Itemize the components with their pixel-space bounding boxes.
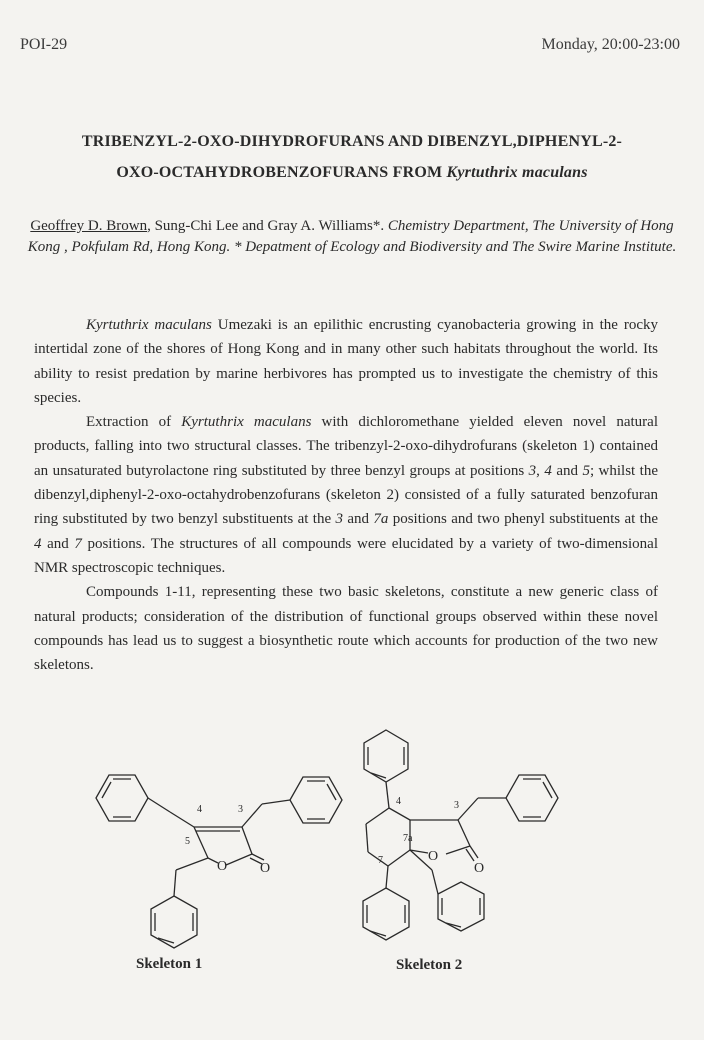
position-7a: 7a bbox=[373, 511, 389, 528]
p2-text-f: and bbox=[342, 511, 374, 528]
lead-author: Geoffrey D. Brown bbox=[30, 218, 148, 234]
skeleton-2-structure bbox=[363, 730, 558, 940]
s1-label-4: 4 bbox=[197, 804, 202, 815]
abstract-body bbox=[34, 313, 658, 677]
affiliation-chemistry: Chemistry Department, The University of Hong Kong , Pokfulam Rd, Hong Kong. bbox=[27, 218, 674, 255]
affiliation-ecology: * Depatment of Ecology and Biodiversity and The Swire Marine Institute. bbox=[230, 239, 677, 255]
s2-label-7: 7 bbox=[378, 855, 383, 866]
structure-drawings bbox=[0, 720, 704, 1020]
benzene-ring bbox=[506, 775, 558, 821]
s1-label-5: 5 bbox=[185, 836, 190, 847]
skeleton-2-caption: Skeleton 2 bbox=[396, 957, 463, 973]
benzene-ring bbox=[363, 888, 409, 940]
title-line-1: TRIBENZYL-2-OXO-DIHYDROFURANS AND DIBENZYL,DIPHENYL-2- bbox=[81, 133, 623, 150]
species-name: Kyrtuthrix maculans bbox=[181, 414, 312, 431]
s2-label-3: 3 bbox=[454, 800, 459, 811]
position-3b: 3 bbox=[335, 511, 343, 528]
benzene-ring bbox=[290, 777, 342, 823]
benzene-ring bbox=[438, 882, 484, 931]
benzene-ring bbox=[96, 775, 148, 821]
co-authors: , Sung-Chi Lee and Gray A. Williams*. bbox=[147, 218, 388, 234]
title-line-2-text: OXO-OCTAHYDROBENZOFURANS FROM bbox=[116, 164, 447, 181]
s1-label-3: 3 bbox=[238, 804, 243, 815]
s2-label-7a: 7a bbox=[403, 833, 413, 844]
s2-label-4: 4 bbox=[396, 796, 401, 807]
paragraph-3: Compounds 1-11, representing these two basic skeletons, constitute a new generic class of natural products; consideration of the distribution of functional groups observed within these novel compounds has lead us to suggest a biosynthetic route which accounts for production of the two new skeletons. bbox=[34, 584, 658, 674]
p2-text-a: Extraction of bbox=[86, 414, 182, 431]
position-4b: 4 bbox=[34, 535, 42, 552]
p2-text-d: and bbox=[551, 462, 583, 479]
paragraph-2 bbox=[34, 410, 658, 580]
benzene-ring bbox=[364, 730, 408, 782]
session-time: Monday, 20:00-23:00 bbox=[541, 36, 680, 53]
s1-ring-oxygen: O bbox=[217, 859, 228, 874]
position-4: 4 bbox=[544, 462, 552, 479]
title-line-2 bbox=[20, 157, 684, 188]
paragraph-1-text: Umezaki is an epilithic encrusting cyanobacteria growing in the rocky intertidal zone of the shores of Hong Kong and in many other such habitats throughout the world. Its ability to resist predation by marine herbivores has prompted us to investigate the chemistry of this species. bbox=[34, 317, 658, 406]
title-species: Kyrtuthrix maculans bbox=[446, 164, 588, 181]
author-block bbox=[20, 216, 684, 258]
position-7: 7 bbox=[74, 535, 82, 552]
poster-code: POI-29 bbox=[20, 36, 68, 53]
benzene-ring bbox=[151, 896, 197, 948]
position-5: 5 bbox=[582, 462, 590, 479]
skeleton-1-caption: Skeleton 1 bbox=[136, 956, 203, 972]
p2-text-e: ; whilst the dibenzyl,diphenyl-2-oxo-octahydrobenzofurans (skeleton 2) consisted of a fully saturated benzofuran ring substituted by two benzyl substituents at the bbox=[34, 462, 658, 528]
paragraph-1 bbox=[34, 313, 658, 410]
p2-text-h: and bbox=[41, 535, 75, 552]
p2-text-g: positions and two phenyl substituents at the bbox=[388, 511, 658, 528]
species-name: Kyrtuthrix maculans bbox=[86, 317, 212, 333]
s2-ring-oxygen: O bbox=[428, 849, 439, 864]
p2-text-c: , bbox=[536, 462, 545, 479]
s1-carbonyl-oxygen: O bbox=[260, 861, 271, 876]
p2-text-i: positions. The structures of all compounds were elucidated by a variety of two-dimensional NMR spectroscopic techniques. bbox=[34, 535, 658, 576]
paper-title bbox=[20, 126, 684, 188]
p2-text-b: with dichloromethane yielded eleven novel natural products, falling into two structural classes. The tribenzyl-2-oxo-dihydrofurans (skeleton 1) contained an unsaturated butyrolactone ring substituted by three benzyl groups at positions bbox=[34, 414, 658, 479]
position-3: 3 bbox=[528, 462, 537, 479]
s2-carbonyl-oxygen: O bbox=[474, 861, 485, 876]
skeleton-figure bbox=[0, 720, 704, 1020]
